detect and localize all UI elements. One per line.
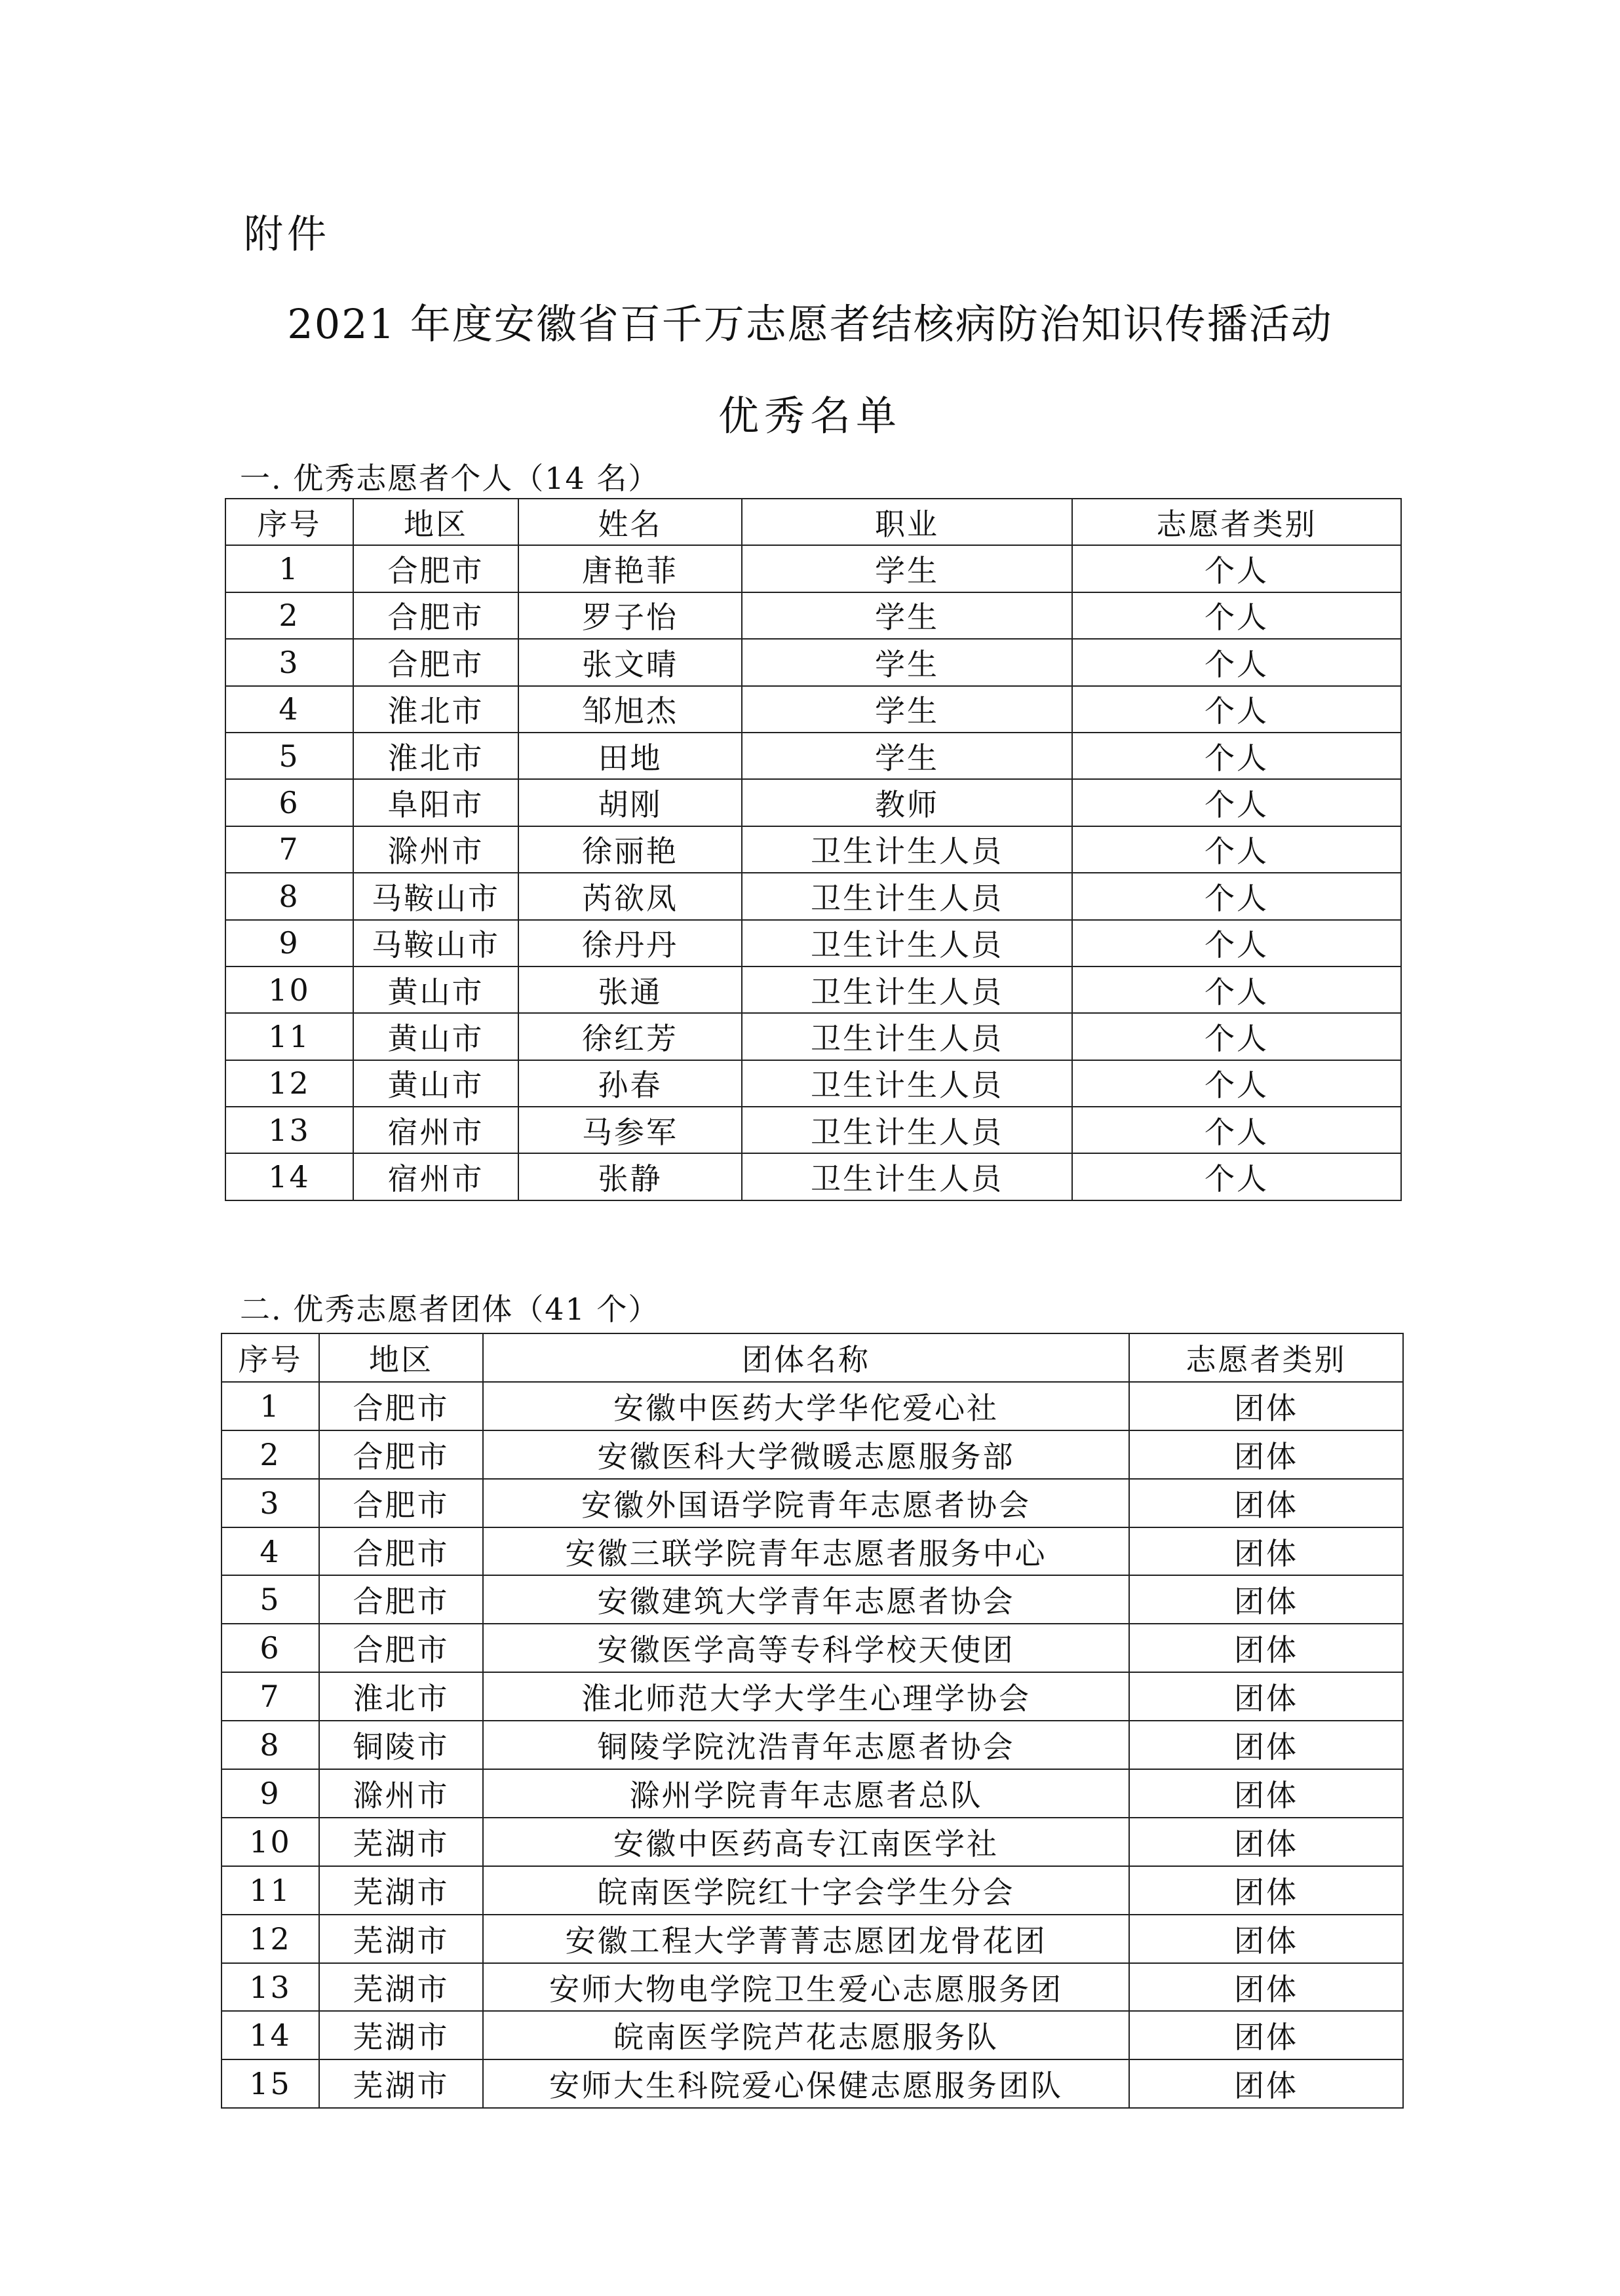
table-cell: 芜湖市 [319,2059,483,2108]
table-cell: 合肥市 [319,1430,483,1479]
table-cell: 马参军 [518,1107,742,1153]
table-cell: 12 [222,1915,319,1963]
table-header-row [222,1333,1403,1382]
table-cell: 8 [225,873,353,919]
table-cell: 团体 [1129,1527,1403,1576]
table-cell: 张文晴 [518,639,742,685]
table-row [222,1963,1403,2012]
individuals-table-body [225,545,1401,1200]
table-row [222,2011,1403,2059]
table-cell: 个人 [1072,779,1401,826]
header-cell: 志愿者类别 [1129,1333,1403,1382]
table-cell: 合肥市 [319,1527,483,1576]
table-cell: 6 [225,779,353,826]
table-cell: 团体 [1129,2011,1403,2059]
table-cell: 个人 [1072,1060,1401,1107]
table-cell: 铜陵市 [319,1721,483,1769]
table-cell: 安师大物电学院卫生爱心志愿服务团 [483,1963,1129,2012]
table-cell: 卫生计生人员 [742,1153,1072,1200]
table-row [222,1866,1403,1915]
table-cell: 11 [222,1866,319,1915]
table-row [225,966,1401,1013]
table-row [222,1527,1403,1576]
table-cell: 个人 [1072,1107,1401,1153]
table-cell: 合肥市 [319,1624,483,1672]
section-heading-individuals: 一. 优秀志愿者个人（14 名） [240,461,660,496]
table-cell: 7 [222,1672,319,1721]
attachment-label: 附件 [244,212,330,258]
table-cell: 滁州市 [353,826,518,873]
table-cell: 安徽医学高等专科学校天使团 [483,1624,1129,1672]
table-cell: 2 [225,592,353,639]
groups-table-body [222,1382,1403,2108]
table-cell: 淮北师范大学大学生心理学协会 [483,1672,1129,1721]
table-row [222,1672,1403,1721]
table-cell: 阜阳市 [353,779,518,826]
table-cell: 铜陵学院沈浩青年志愿者协会 [483,1721,1129,1769]
table-cell: 安徽建筑大学青年志愿者协会 [483,1575,1129,1624]
table-cell: 团体 [1129,1866,1403,1915]
table-cell: 张静 [518,1153,742,1200]
table-cell: 皖南医学院红十字会学生分会 [483,1866,1129,1915]
table-cell: 宿州市 [353,1107,518,1153]
table-cell: 团体 [1129,1963,1403,2012]
table-cell: 个人 [1072,920,1401,966]
groups-table [221,1333,1404,2109]
table-cell: 黄山市 [353,1060,518,1107]
table-cell: 卫生计生人员 [742,1013,1072,1060]
table-cell: 个人 [1072,733,1401,779]
table-cell: 4 [222,1527,319,1576]
table-cell: 团体 [1129,1769,1403,1818]
table-cell: 黄山市 [353,966,518,1013]
table-cell: 安师大生科院爱心保健志愿服务团队 [483,2059,1129,2108]
table-cell: 个人 [1072,1153,1401,1200]
table-cell: 安徽中医药大学华佗爱心社 [483,1382,1129,1430]
table-cell: 安徽工程大学菁菁志愿团龙骨花团 [483,1915,1129,1963]
table-row [222,1479,1403,1527]
section-heading-groups: 二. 优秀志愿者团体（41 个） [240,1292,660,1327]
table-cell: 3 [222,1479,319,1527]
header-cell: 地区 [353,499,518,545]
table-cell: 芮欲凤 [518,873,742,919]
table-cell: 团体 [1129,1575,1403,1624]
table-row [222,1721,1403,1769]
table-cell: 安徽中医药高专江南医学社 [483,1818,1129,1866]
header-cell: 地区 [319,1333,483,1382]
table-cell: 淮北市 [353,733,518,779]
individuals-table [225,498,1402,1201]
table-cell: 10 [225,966,353,1013]
table-cell: 团体 [1129,1479,1403,1527]
table-cell: 9 [225,920,353,966]
table-cell: 3 [225,639,353,685]
table-cell: 合肥市 [353,592,518,639]
table-cell: 团体 [1129,1915,1403,1963]
table-cell: 滁州市 [319,1769,483,1818]
table-cell: 合肥市 [353,639,518,685]
table-cell: 个人 [1072,592,1401,639]
document-title: 2021 年度安徽省百千万志愿者结核病防治知识传播活动 [287,300,1333,348]
table-cell: 芜湖市 [319,1818,483,1866]
table-row [222,1575,1403,1624]
table-cell: 10 [222,1818,319,1866]
table-row [225,639,1401,685]
table-cell: 芜湖市 [319,1963,483,2012]
table-cell: 4 [225,686,353,733]
table-cell: 学生 [742,592,1072,639]
table-cell: 个人 [1072,873,1401,919]
table-row [222,1818,1403,1866]
header-cell: 团体名称 [483,1333,1129,1382]
header-cell: 姓名 [518,499,742,545]
table-row [225,1153,1401,1200]
table-cell: 淮北市 [353,686,518,733]
table-cell: 学生 [742,733,1072,779]
table-cell: 学生 [742,686,1072,733]
table-cell: 个人 [1072,966,1401,1013]
table-cell: 卫生计生人员 [742,1107,1072,1153]
table-cell: 卫生计生人员 [742,1060,1072,1107]
table-cell: 15 [222,2059,319,2108]
table-cell: 5 [222,1575,319,1624]
table-cell: 安徽医科大学微暖志愿服务部 [483,1430,1129,1479]
table-cell: 14 [222,2011,319,2059]
table-cell: 卫生计生人员 [742,873,1072,919]
table-cell: 团体 [1129,1721,1403,1769]
table-row [222,1624,1403,1672]
table-row [225,920,1401,966]
table-cell: 罗子怡 [518,592,742,639]
table-row [225,545,1401,592]
table-cell: 孙春 [518,1060,742,1107]
table-cell: 邹旭杰 [518,686,742,733]
document-subtitle: 优秀名单 [718,392,902,440]
table-cell: 个人 [1072,1013,1401,1060]
table-cell: 胡刚 [518,779,742,826]
table-cell: 7 [225,826,353,873]
table-cell: 11 [225,1013,353,1060]
table-row [225,686,1401,733]
table-row [225,779,1401,826]
table-cell: 田地 [518,733,742,779]
table-row [225,873,1401,919]
table-cell: 2 [222,1430,319,1479]
table-cell: 马鞍山市 [353,873,518,919]
table-cell: 团体 [1129,1818,1403,1866]
table-row [222,1769,1403,1818]
table-cell: 团体 [1129,1430,1403,1479]
table-cell: 团体 [1129,1624,1403,1672]
table-row [222,2059,1403,2108]
table-cell: 皖南医学院芦花志愿服务队 [483,2011,1129,2059]
table-cell: 13 [222,1963,319,2012]
table-cell: 宿州市 [353,1153,518,1200]
table-cell: 团体 [1129,2059,1403,2108]
table-cell: 团体 [1129,1672,1403,1721]
header-cell: 志愿者类别 [1072,499,1401,545]
table-cell: 合肥市 [353,545,518,592]
table-cell: 滁州学院青年志愿者总队 [483,1769,1129,1818]
table-cell: 徐红芳 [518,1013,742,1060]
table-cell: 卫生计生人员 [742,920,1072,966]
table-cell: 安徽外国语学院青年志愿者协会 [483,1479,1129,1527]
table-row [225,1060,1401,1107]
table-cell: 合肥市 [319,1479,483,1527]
table-cell: 张通 [518,966,742,1013]
table-cell: 1 [225,545,353,592]
header-cell: 序号 [222,1333,319,1382]
table-row [225,826,1401,873]
table-cell: 徐丹丹 [518,920,742,966]
table-cell: 13 [225,1107,353,1153]
table-cell: 徐丽艳 [518,826,742,873]
table-cell: 卫生计生人员 [742,826,1072,873]
header-cell: 职业 [742,499,1072,545]
table-cell: 合肥市 [319,1575,483,1624]
table-cell: 学生 [742,545,1072,592]
table-cell: 马鞍山市 [353,920,518,966]
table-cell: 6 [222,1624,319,1672]
table-row [225,592,1401,639]
table-cell: 学生 [742,639,1072,685]
table-cell: 12 [225,1060,353,1107]
table-cell: 个人 [1072,545,1401,592]
table-cell: 安徽三联学院青年志愿者服务中心 [483,1527,1129,1576]
table-cell: 个人 [1072,639,1401,685]
table-cell: 5 [225,733,353,779]
table-row [222,1430,1403,1479]
table-row [222,1382,1403,1430]
table-row [222,1915,1403,1963]
table-cell: 团体 [1129,1382,1403,1430]
table-row [225,1107,1401,1153]
table-cell: 8 [222,1721,319,1769]
table-cell: 个人 [1072,686,1401,733]
table-cell: 卫生计生人员 [742,966,1072,1013]
table-cell: 芜湖市 [319,1866,483,1915]
table-row [225,733,1401,779]
table-cell: 14 [225,1153,353,1200]
table-cell: 个人 [1072,826,1401,873]
table-cell: 教师 [742,779,1072,826]
table-cell: 芜湖市 [319,2011,483,2059]
table-cell: 1 [222,1382,319,1430]
table-cell: 淮北市 [319,1672,483,1721]
table-cell: 9 [222,1769,319,1818]
table-cell: 唐艳菲 [518,545,742,592]
table-header-row [225,499,1401,545]
table-cell: 合肥市 [319,1382,483,1430]
table-cell: 芜湖市 [319,1915,483,1963]
table-cell: 黄山市 [353,1013,518,1060]
table-row [225,1013,1401,1060]
header-cell: 序号 [225,499,353,545]
